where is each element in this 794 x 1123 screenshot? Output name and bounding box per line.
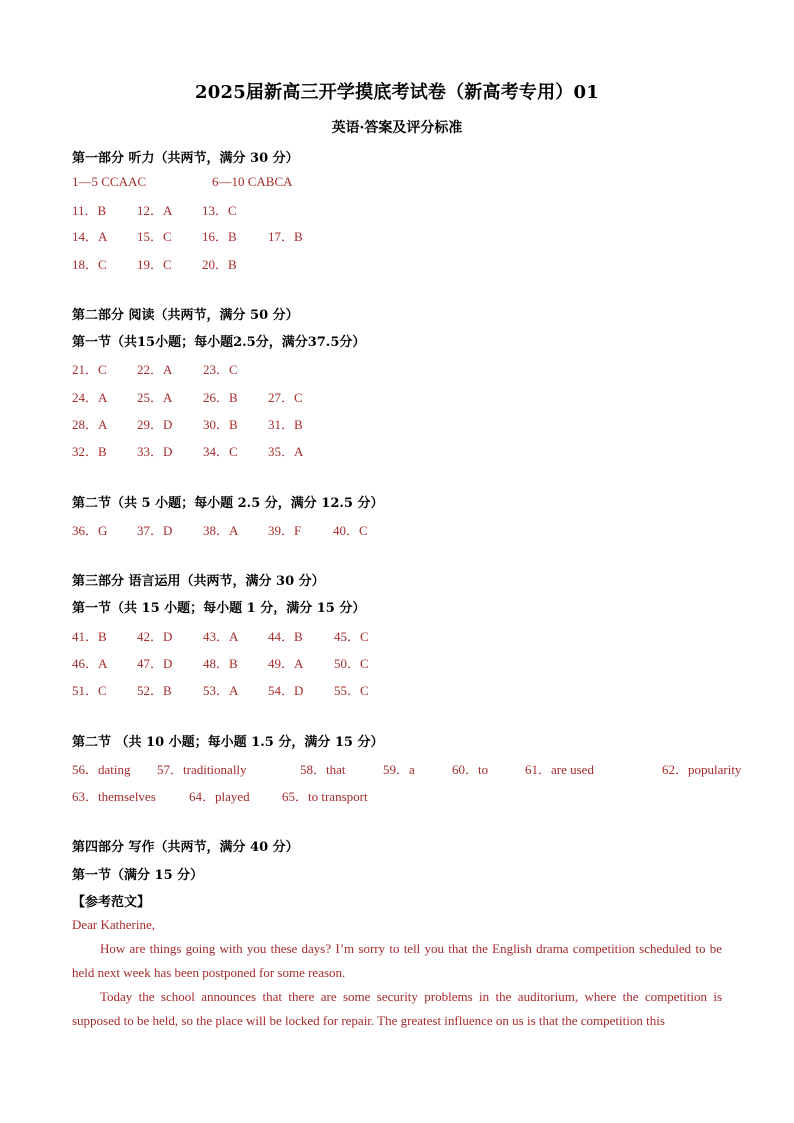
answer-item: 24．A [72,390,108,405]
answer-item: 47．D [137,656,173,671]
answer-item: 64．played [189,789,250,804]
answer-item: 1—5 CCAAC [72,174,147,189]
part2-section2-heading: 第二节（共 5 小题；每小题 2.5 分，满分 12.5 分） [72,496,384,511]
answer-item: 28．A [72,417,108,432]
answer-item: 58．that [300,762,346,777]
answer-item: 20．B [202,257,237,272]
answer-item: 56．dating [72,762,131,777]
sample-letter [72,913,722,1033]
answer-item: 55．C [334,683,369,698]
answer-item: 6—10 CABCA [212,174,293,189]
answer-item: 46．A [72,656,108,671]
answer-item: 21．C [72,362,107,377]
answer-item: 23．C [203,362,238,377]
answer-item: 35．A [268,444,304,459]
answer-item: 33．D [137,444,173,459]
answer-item: 44．B [268,629,303,644]
answer-item: 16．B [202,229,237,244]
letter-paragraph: How are things going with you these days? I’m sorry to tell you that the English drama competition scheduled to be held next week has been postponed for some reason. [72,941,722,980]
answer-item: 27．C [268,390,303,405]
answer-item: 50．C [334,656,369,671]
answer-item: 45．C [334,629,369,644]
letter-salutation: Dear Katherine, [72,917,156,932]
answer-item: 32．B [72,444,107,459]
answer-item: 54．D [268,683,304,698]
answer-item: 59．a [383,762,415,777]
answer-item: 34．C [203,444,238,459]
answer-item: 13．C [202,203,237,218]
answer-item: 31．B [268,417,303,432]
answer-item: 26．B [203,390,238,405]
answer-item: 62．popularity [662,762,742,777]
answer-item: 22．A [137,362,173,377]
part4-heading: 第四部分 写作（共两节，满分 40 分） [72,840,299,855]
part3-section1-heading: 第一节（共 15 小题；每小题 1 分，满分 15 分） [72,601,366,616]
answer-item: 40．C [333,523,368,538]
answer-item: 57．traditionally [157,762,247,777]
answer-item: 51．C [72,683,107,698]
answer-item: 18．C [72,257,107,272]
answer-item: 17．B [268,229,303,244]
answer-item: 63．themselves [72,789,156,804]
answer-item: 30．B [203,417,238,432]
sample-essay-label: 【参考范文】 [72,895,151,910]
page-title: 2025届新高三开学摸底考试卷（新高考专用）01 [195,82,599,103]
answer-item: 25．A [137,390,173,405]
letter-paragraph: Today the school announces that there are some security problems in the auditorium, where the competition is supposed to be held, so the place will be locked for repair. The greatest influence on us is that the competition this [72,989,722,1028]
page-subtitle: 英语·答案及评分标准 [331,120,463,136]
part2-section1-heading: 第一节（共15小题；每小题2.5分，满分37.5分） [72,335,366,350]
answer-item: 11．B [72,203,107,218]
answer-item: 12．A [137,203,173,218]
part3-heading: 第三部分 语言运用（共两节，满分 30 分） [72,574,325,589]
answer-item: 65．to transport [282,789,368,804]
answer-item: 29．D [137,417,173,432]
answer-item: 53．A [203,683,239,698]
answer-item: 14．A [72,229,108,244]
part1-heading: 第一部分 听力（共两节，满分 30 分） [72,151,299,166]
answer-item: 19．C [137,257,172,272]
answer-item: 60．to [452,762,489,777]
answer-item: 42．D [137,629,173,644]
answer-item: 36．G [72,523,108,538]
answer-item: 52．B [137,683,172,698]
part3-section2-heading: 第二节 （共 10 小题；每小题 1.5 分，满分 15 分） [72,735,384,750]
answer-item: 49．A [268,656,304,671]
answer-item: 41．B [72,629,107,644]
part2-heading: 第二部分 阅读（共两节，满分 50 分） [72,308,299,323]
answer-item: 39．F [268,523,302,538]
answer-item: 37．D [137,523,173,538]
answer-item: 48．B [203,656,238,671]
answer-item: 38．A [203,523,239,538]
answer-item: 15．C [137,229,172,244]
answer-item: 61．are used [525,762,594,777]
answer-item: 43．A [203,629,239,644]
part4-section1-heading: 第一节（满分 15 分） [72,868,204,883]
